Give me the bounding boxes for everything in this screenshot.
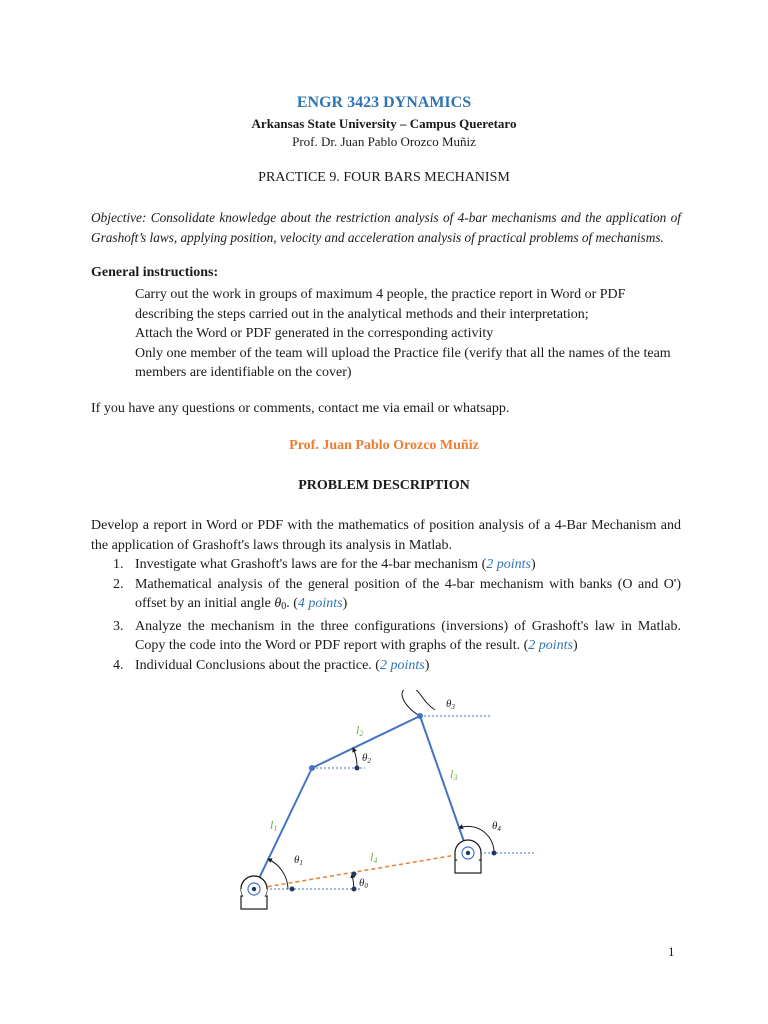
objective-paragraph: Objective: Consolidate knowledge about the restriction analysis of 4-bar mechanisms and the application of Grashoft’s laws, applying position, velocity and acceleration analysis of practical problems of mechanisms. [91, 210, 681, 245]
theta3-arc [402, 690, 435, 716]
task-points: 4 points [297, 596, 343, 611]
university-name: Arkansas State University – Campus Queretaro [251, 116, 517, 131]
four-bar-mechanism-diagram [230, 690, 550, 920]
label-l3: l3 [450, 767, 458, 782]
support-o-prime [455, 840, 481, 873]
task-points: 2 points [486, 557, 531, 572]
label-theta3: θ3 [446, 698, 455, 711]
contact-note: If you have any questions or comments, contact me via email or whatsapp. [91, 401, 510, 416]
page-number: 1 [668, 944, 675, 959]
task-item [91, 575, 681, 617]
link-1 [254, 768, 312, 889]
task-item [91, 656, 681, 676]
label-theta0: θ0 [359, 877, 368, 890]
ref-dot [492, 851, 497, 856]
joint-c [417, 713, 423, 719]
problem-intro: Develop a report in Word or PDF with the mathematics of position analysis of a 4-Bar Mechanism and the application of Grashoft's laws through its analysis in Matlab. [91, 518, 681, 553]
practice-title: PRACTICE 9. FOUR BARS MECHANISM [258, 170, 510, 185]
support-o [241, 876, 267, 909]
ref-dot [355, 766, 360, 771]
label-l4: l4 [370, 850, 378, 865]
joint-b [309, 765, 315, 771]
task-item [91, 555, 681, 575]
task-number: 4. [113, 657, 124, 673]
task-text: Individual Conclusions about the practice. ( [135, 657, 380, 673]
task-number: 1. [113, 557, 124, 572]
task-number: 2. [113, 576, 124, 592]
label-theta1: θ1 [294, 854, 303, 867]
signature: Prof. Juan Pablo Orozco Muñiz [289, 438, 479, 453]
task-text: Investigate what Grashoft's laws are for the 4-bar mechanism ( [135, 557, 487, 572]
task-text: Mathematical analysis of the general position of the 4-bar mechanism with banks (O and O') offset by an initial angle [135, 576, 681, 611]
ref-dot [352, 887, 357, 892]
instruction-item: Carry out the work in groups of maximum 4 people, the practice report in Word or PDF describing the steps carried out in the analytical methods and their interpretation; [135, 287, 626, 322]
theta2-arc [353, 748, 357, 768]
ref-dot [290, 887, 295, 892]
ref-dot [352, 872, 357, 877]
instruction-item: Attach the Word or PDF generated in the corresponding activity [135, 326, 494, 341]
link-3 [420, 716, 468, 853]
task-tail: ) [424, 657, 430, 673]
task-points: 2 points [379, 657, 425, 673]
general-instructions-list [135, 285, 681, 383]
professor-name: Prof. Dr. Juan Pablo Orozco Muñiz [292, 134, 476, 149]
task-number: 3. [113, 618, 124, 634]
task-list [91, 555, 681, 675]
task-points: 2 points [528, 638, 574, 653]
task-text: Analyze the mechanism in the three configurations (inversions) of Grashoft's law in Matlab. Copy the code into the Word or PDF report with graphs of the result. ( [135, 618, 681, 653]
theta-subscript: 0 [281, 601, 287, 612]
task-tail: ) [573, 638, 578, 653]
label-l1: l1 [270, 818, 278, 833]
task-tail: ) [530, 557, 536, 572]
general-instructions-heading: General instructions: [91, 265, 219, 280]
theta-symbol: θ [274, 596, 282, 611]
task-text-continued: . ( [286, 596, 298, 611]
label-l2: l2 [356, 723, 364, 738]
course-title: ENGR 3423 DYNAMICS [296, 94, 472, 111]
label-theta2: θ2 [362, 752, 371, 765]
instruction-item: Only one member of the team will upload the Practice file (verify that all the names of the team members are identifiable on the cover) [135, 345, 671, 380]
problem-heading: PROBLEM DESCRIPTION [298, 478, 470, 493]
task-tail: ) [342, 596, 348, 611]
task-item [91, 617, 681, 656]
label-theta4: θ4 [492, 820, 501, 833]
